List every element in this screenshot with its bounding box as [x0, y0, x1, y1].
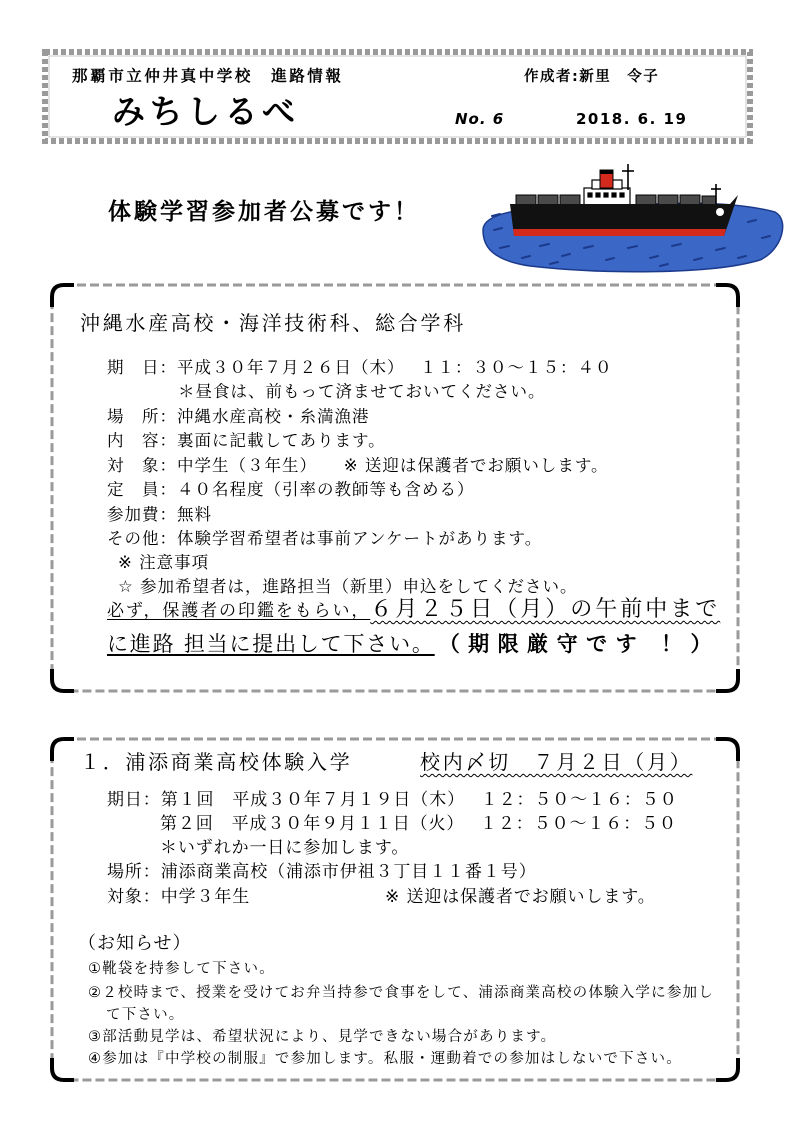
section1-content: 内 容：裏面に記載してあります。 — [107, 431, 386, 450]
notice-item: ④参加は『中学校の制服』で参加します。私服・運動着での参加はしないで下さい。 — [88, 1051, 682, 1067]
submit-note-part1: 必ず，保護者の印鑑をもらい， — [107, 601, 371, 621]
headline: 体験学習参加者公募です！ — [108, 199, 420, 225]
newsletter-title: みちしるべ — [112, 92, 300, 131]
notice-item-continued: て下さい。 — [106, 1007, 185, 1023]
submit-note-line1 — [107, 599, 720, 621]
section2-transport: ※ 送迎は保護者でお願いします。 — [385, 887, 656, 907]
section2-deadline: 校内〆切 ７月２日（月） — [420, 750, 693, 774]
section2-date2: 第２回 平成３０年９月１１日（火） １２：５０～１６：５０ — [160, 814, 677, 834]
notice-heading: （お知らせ） — [78, 933, 192, 954]
notice-item: ②２校時まで、授業を受けてお弁当持参で食事をして、浦添商業高校の体験入学に参加し — [88, 985, 714, 1001]
issue-number: No. 6 — [455, 110, 505, 128]
section2-date1: 期日：第１回 平成３０年７月１９日（木） １２：５０～１６：５０ — [107, 790, 678, 810]
notice-item: ①靴袋を持参して下さい。 — [88, 961, 275, 977]
section1-capacity: 定 員：４０名程度（引率の教師等も含める） — [107, 480, 475, 499]
submit-note-deadline: ６月２５日（月）の午前中まで — [370, 597, 721, 622]
submit-note-part3: に進路 担当に提出して下さい。 — [107, 632, 435, 656]
section1-target: 対 象：中学生（３年生） ※ 送迎は保護者でお願いします。 — [107, 456, 609, 475]
section1-apply-note: ☆ 参加希望者は，進路担当（新里）申込をしてください。 — [118, 577, 578, 596]
section2-title: １．浦添商業高校体験入学 — [80, 750, 353, 774]
section2-target: 対象：中学３年生 — [107, 887, 251, 907]
ship-icon — [480, 160, 785, 275]
notice-item: ③部活動見学は、希望状況により、見学できない場合があります。 — [88, 1029, 557, 1045]
section1-title: 沖縄水産高校・海洋技術科、総合学科 — [80, 311, 466, 335]
section2-place: 場所：浦添商業高校（浦添市伊祖３丁目１１番１号） — [107, 862, 537, 882]
issue-date: 2018. 6. 19 — [576, 110, 688, 128]
school-info: 那覇市立仲井真中学校 進路情報 — [72, 67, 344, 85]
submit-note-strict: （期限厳守です ！） — [438, 632, 720, 656]
author: 作成者:新里 令子 — [524, 69, 660, 85]
section1-caution-heading: ※ 注意事項 — [118, 553, 210, 572]
funnel — [600, 170, 613, 188]
waterline-stripe — [513, 229, 726, 236]
section1-other: その他：体験学習希望者は事前アンケートがあります。 — [107, 529, 543, 548]
submit-note-line2 — [107, 634, 720, 655]
section1-lunch-note: ＊昼食は、前もって済ませておいてください。 — [178, 382, 546, 401]
bow-hole — [716, 208, 724, 216]
section1-place: 場 所：沖縄水産高校・糸満漁港 — [107, 407, 370, 426]
section1-fee: 参加費：無料 — [107, 505, 212, 524]
section1-date: 期 日：平成３０年７月２６日（木） １１：３０～１５：４０ — [107, 358, 613, 377]
section2-date-note: ＊いずれか一日に参加します。 — [160, 838, 410, 858]
